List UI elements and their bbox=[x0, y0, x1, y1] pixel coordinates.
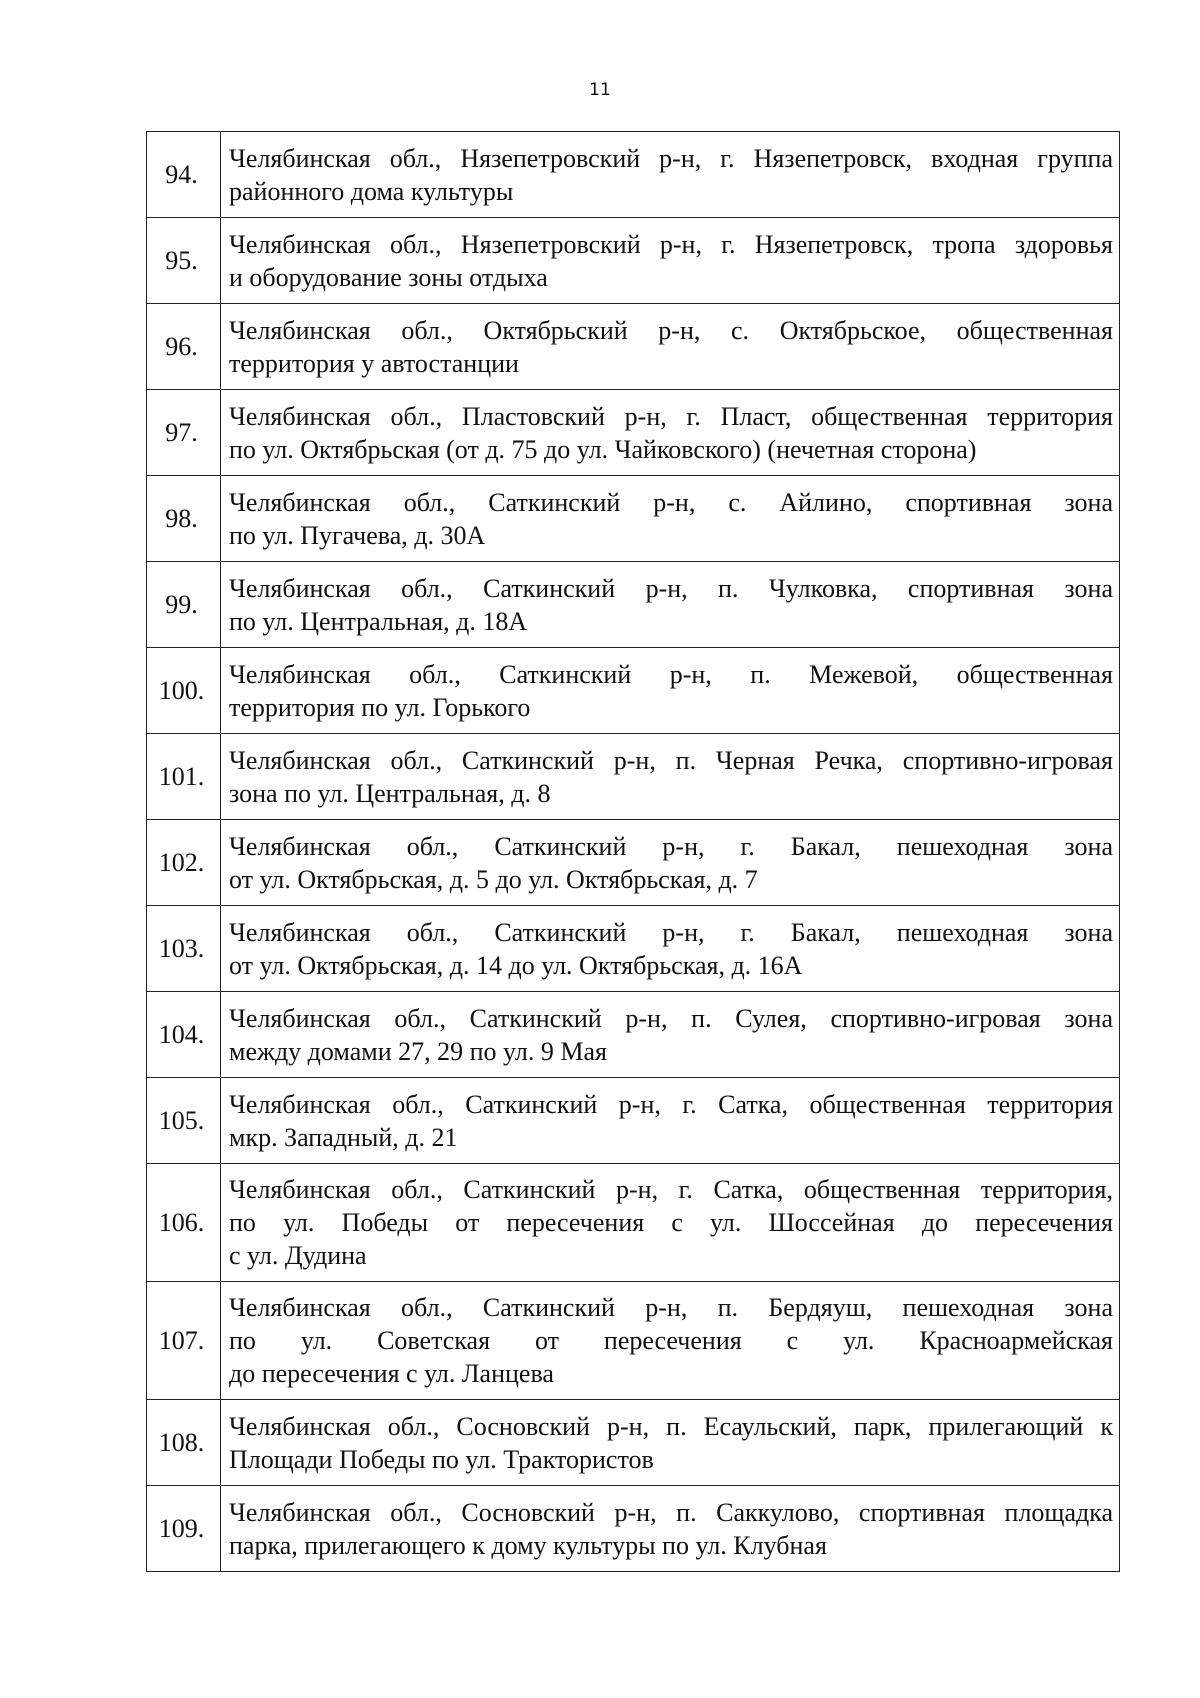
description-line: Челябинская обл., Саткинский р-н, с. Айлино, спортивная зона bbox=[229, 487, 1113, 517]
table-body bbox=[147, 132, 1120, 1572]
row-number: 100. bbox=[147, 648, 221, 734]
row-number: 101. bbox=[147, 734, 221, 820]
location-description bbox=[221, 820, 1120, 906]
row-number: 104. bbox=[147, 992, 221, 1078]
description-line: Челябинская обл., Нязепетровский р-н, г. Нязепетровск, тропа здоровья bbox=[229, 229, 1113, 259]
description-line: по ул. Победы от пересечения с ул. Шоссейная до пересечения bbox=[229, 1208, 1113, 1237]
description-line: от ул. Октябрьская, д. 5 до ул. Октябрьская, д. 7 bbox=[229, 864, 758, 894]
locations-table bbox=[146, 131, 1120, 1572]
table-row bbox=[147, 1164, 1120, 1282]
row-number: 96. bbox=[147, 304, 221, 390]
row-number: 109. bbox=[147, 1486, 221, 1572]
row-number: 94. bbox=[147, 132, 221, 218]
description-line: и оборудование зоны отдыха bbox=[229, 262, 548, 292]
description-line: с ул. Дудина bbox=[229, 1241, 367, 1270]
description-line: Челябинская обл., Саткинский р-н, г. Бакал, пешеходная зона bbox=[229, 831, 1113, 861]
row-number: 107. bbox=[147, 1282, 221, 1400]
description-line: Челябинская обл., Саткинский р-н, г. Сатка, общественная территория bbox=[229, 1089, 1113, 1119]
description-line: парка, прилегающего к дому культуры по ул. Клубная bbox=[229, 1530, 827, 1560]
description-line: до пересечения с ул. Ланцева bbox=[229, 1359, 554, 1388]
table-row bbox=[147, 132, 1120, 218]
description-line: районного дома культуры bbox=[229, 176, 514, 206]
location-description bbox=[221, 562, 1120, 648]
description-line: Челябинская обл., Саткинский р-н, п. Чулковка, спортивная зона bbox=[229, 573, 1113, 603]
location-description bbox=[221, 992, 1120, 1078]
description-line: территория по ул. Горького bbox=[229, 692, 531, 722]
description-line: территория у автостанции bbox=[229, 348, 519, 378]
table-row bbox=[147, 1282, 1120, 1400]
description-line: Челябинская обл., Саткинский р-н, г. Сатка, общественная территория, bbox=[229, 1175, 1113, 1204]
row-number: 95. bbox=[147, 218, 221, 304]
location-description bbox=[221, 648, 1120, 734]
description-line: Челябинская обл., Сосновский р-н, п. Саккулово, спортивная площадка bbox=[229, 1497, 1113, 1527]
table-row bbox=[147, 992, 1120, 1078]
row-number: 99. bbox=[147, 562, 221, 648]
description-line: Челябинская обл., Саткинский р-н, п. Черная Речка, спортивно-игровая bbox=[229, 745, 1113, 775]
row-number: 106. bbox=[147, 1164, 221, 1282]
description-line: Челябинская обл., Саткинский р-н, п. Межевой, общественная bbox=[229, 659, 1113, 689]
description-line: Челябинская обл., Сосновский р-н, п. Есаульский, парк, прилегающий к bbox=[229, 1411, 1113, 1441]
description-line: между домами 27, 29 по ул. 9 Мая bbox=[229, 1036, 607, 1066]
location-description bbox=[221, 390, 1120, 476]
description-line: по ул. Октябрьская (от д. 75 до ул. Чайковского) (нечетная сторона) bbox=[229, 434, 977, 464]
description-line: Челябинская обл., Саткинский р-н, п. Сулея, спортивно-игровая зона bbox=[229, 1003, 1113, 1033]
location-description bbox=[221, 734, 1120, 820]
description-line: по ул. Центральная, д. 18А bbox=[229, 606, 528, 636]
description-line: Челябинская обл., Октябрьский р-н, с. Октябрьское, общественная bbox=[229, 315, 1113, 345]
page-number: 11 bbox=[589, 80, 611, 100]
location-description bbox=[221, 1400, 1120, 1486]
row-number: 105. bbox=[147, 1078, 221, 1164]
location-description bbox=[221, 132, 1120, 218]
description-line: по ул. Советская от пересечения с ул. Красноармейская bbox=[229, 1326, 1113, 1355]
location-description bbox=[221, 304, 1120, 390]
table-row bbox=[147, 562, 1120, 648]
table-row bbox=[147, 1400, 1120, 1486]
table-row bbox=[147, 906, 1120, 992]
location-description bbox=[221, 1164, 1120, 1282]
table-row bbox=[147, 648, 1120, 734]
table-row bbox=[147, 476, 1120, 562]
row-number: 97. bbox=[147, 390, 221, 476]
description-line: зона по ул. Центральная, д. 8 bbox=[229, 778, 551, 808]
row-number: 103. bbox=[147, 906, 221, 992]
location-description bbox=[221, 1486, 1120, 1572]
table-row bbox=[147, 734, 1120, 820]
description-line: Площади Победы по ул. Трактористов bbox=[229, 1444, 654, 1474]
description-line: по ул. Пугачева, д. 30А bbox=[229, 520, 486, 550]
table-row bbox=[147, 820, 1120, 906]
description-line: Челябинская обл., Пластовский р-н, г. Пласт, общественная территория bbox=[229, 401, 1113, 431]
description-line: от ул. Октябрьская, д. 14 до ул. Октябрьская, д. 16А bbox=[229, 950, 803, 980]
description-line: мкр. Западный, д. 21 bbox=[229, 1122, 458, 1152]
description-line: Челябинская обл., Саткинский р-н, г. Бакал, пешеходная зона bbox=[229, 917, 1113, 947]
table-row bbox=[147, 390, 1120, 476]
description-line: Челябинская обл., Нязепетровский р-н, г. Нязепетровск, входная группа bbox=[229, 143, 1113, 173]
table-row bbox=[147, 1078, 1120, 1164]
location-description bbox=[221, 906, 1120, 992]
row-number: 102. bbox=[147, 820, 221, 906]
location-description bbox=[221, 218, 1120, 304]
table-row bbox=[147, 304, 1120, 390]
table-row bbox=[147, 218, 1120, 304]
row-number: 98. bbox=[147, 476, 221, 562]
location-description bbox=[221, 1078, 1120, 1164]
row-number: 108. bbox=[147, 1400, 221, 1486]
location-description bbox=[221, 1282, 1120, 1400]
location-description bbox=[221, 476, 1120, 562]
table-row bbox=[147, 1486, 1120, 1572]
description-line: Челябинская обл., Саткинский р-н, п. Бердяуш, пешеходная зона bbox=[229, 1293, 1113, 1322]
